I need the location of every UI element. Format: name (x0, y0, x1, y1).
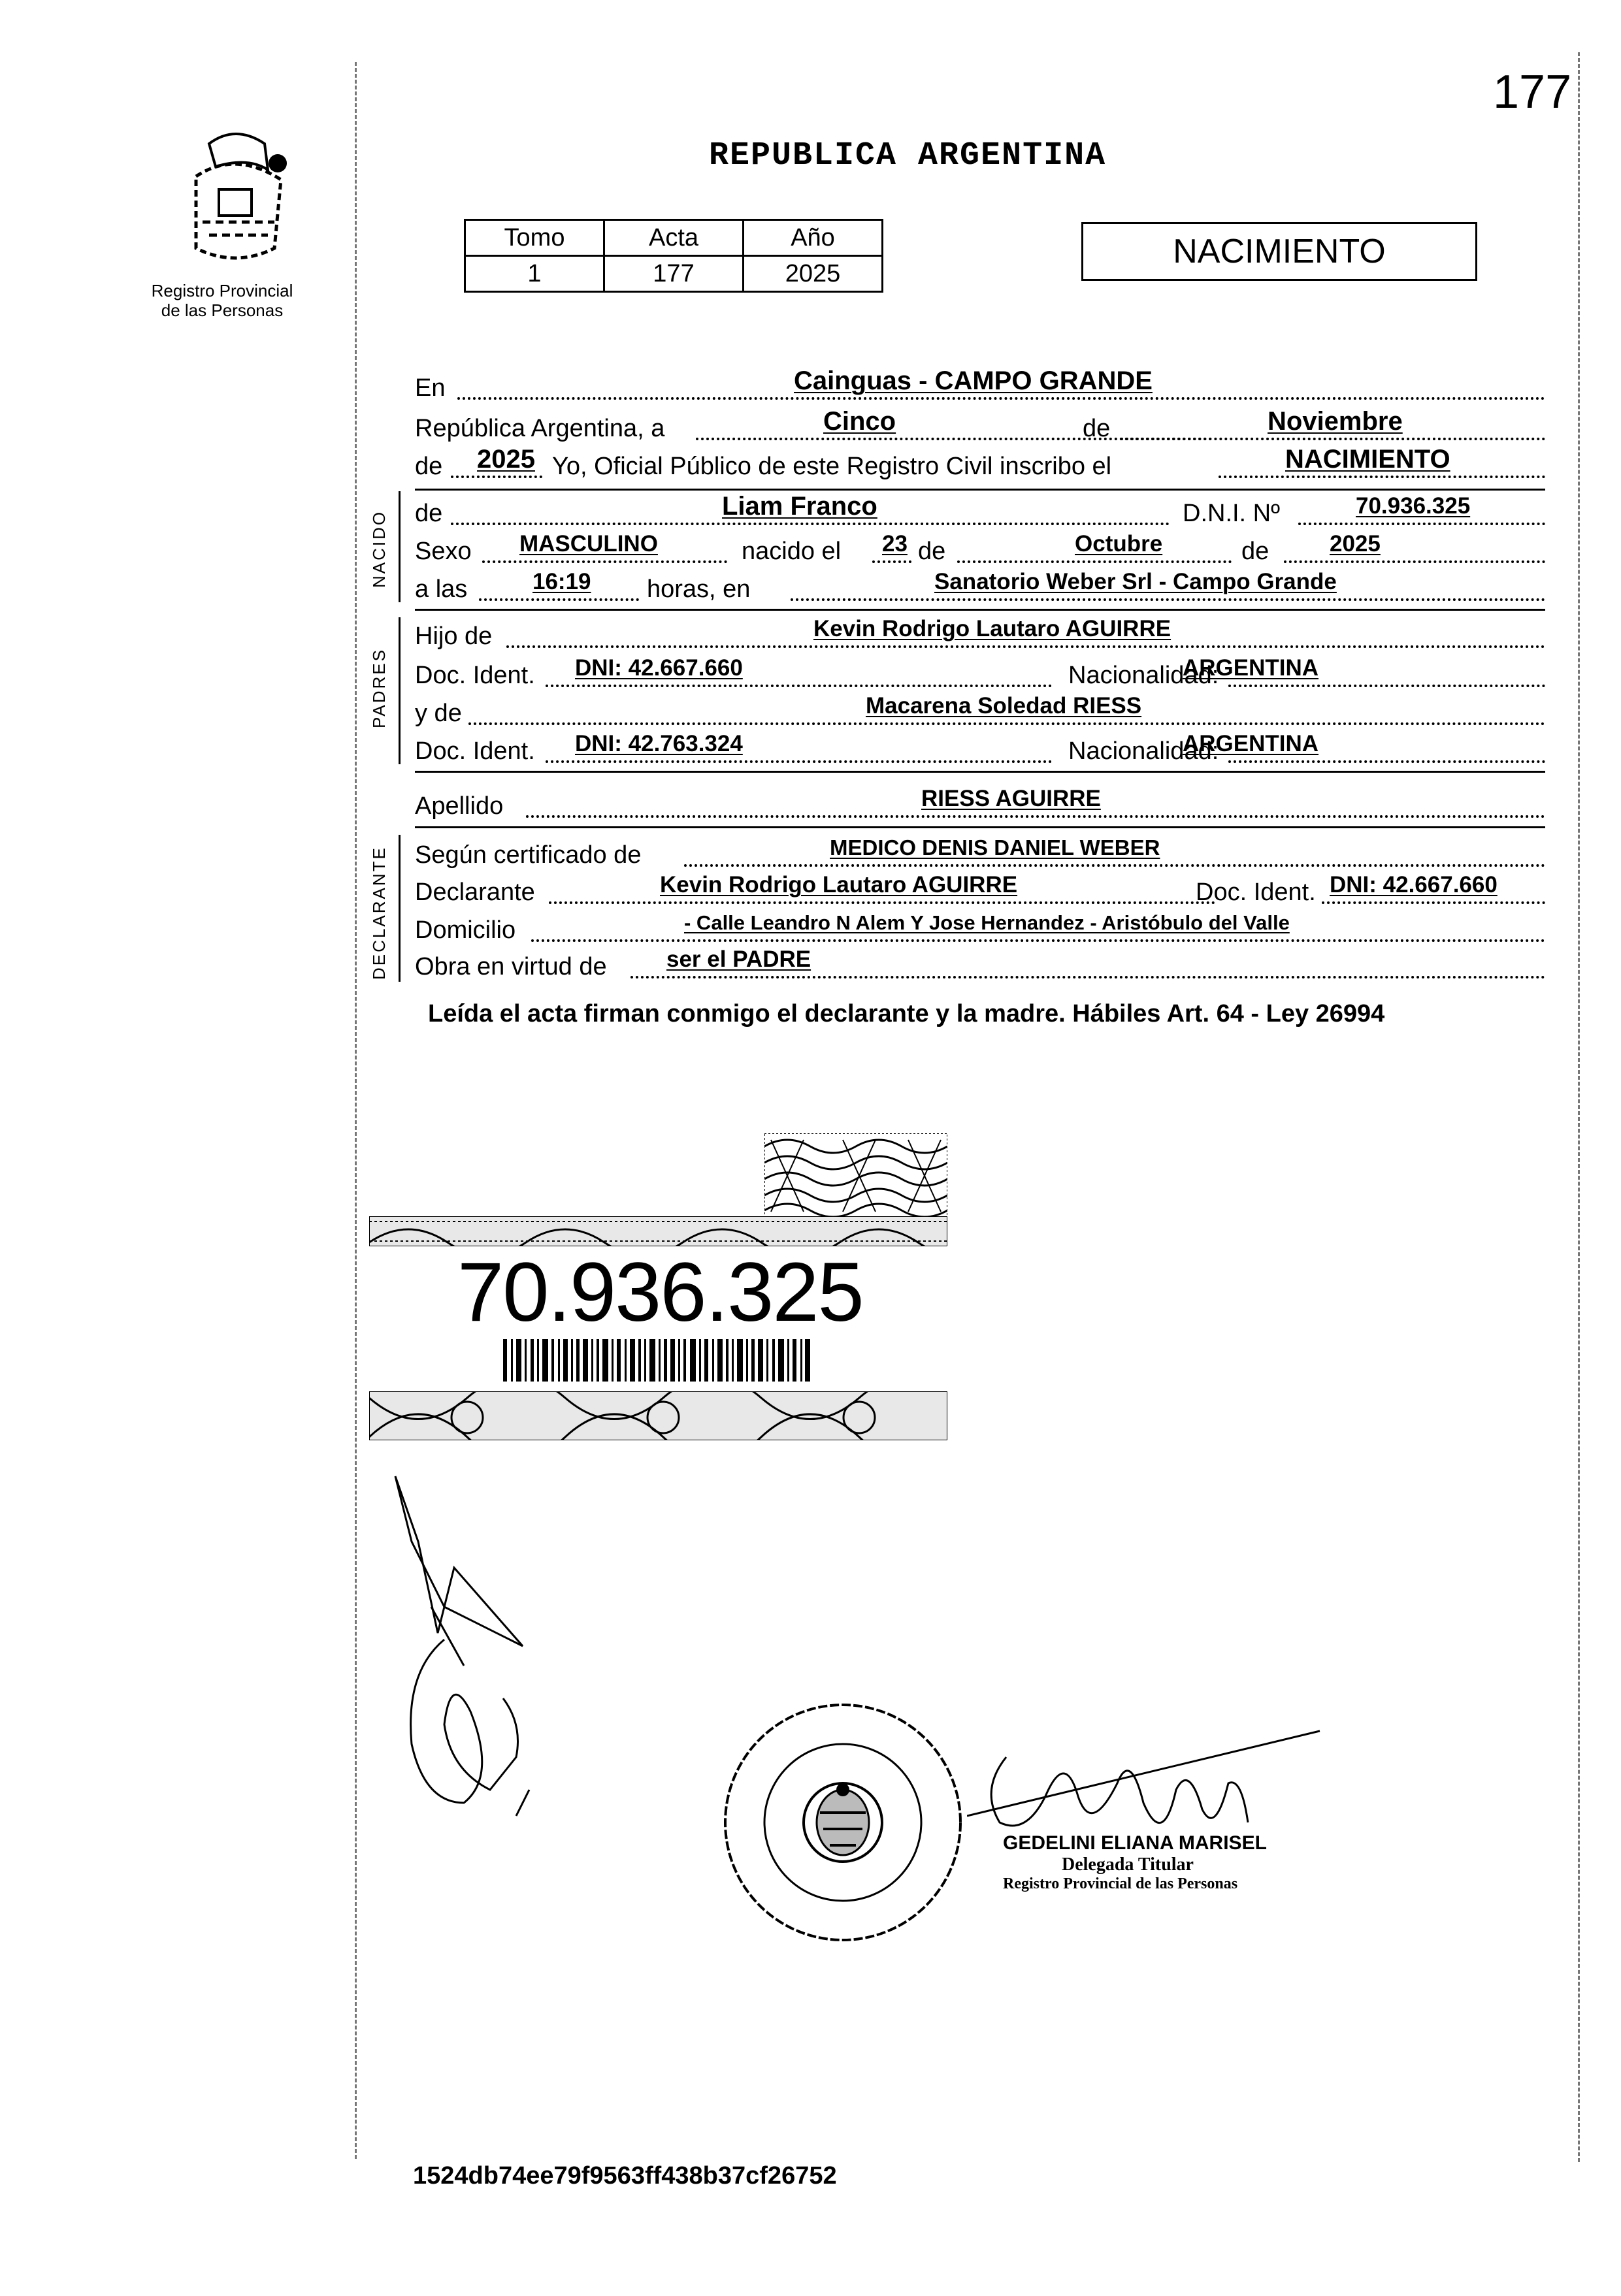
value-father-nat: ARGENTINA (1183, 655, 1319, 681)
value-year: 2025 (477, 445, 535, 474)
label-de: de (1083, 415, 1111, 442)
label-nacido: nacido el (742, 538, 842, 565)
label-de-birth: de (918, 538, 946, 565)
security-guilloche-top (764, 1133, 947, 1218)
label-en: En (415, 374, 446, 402)
label-sexo: Sexo (415, 538, 472, 565)
value-certificado: MEDICO DENIS DANIEL WEBER (830, 835, 1160, 860)
value-birth-day: 23 (882, 531, 908, 557)
row-sexo (415, 531, 1545, 567)
side-label-nacido: NACIDO (369, 509, 389, 588)
value-birth-year: 2025 (1330, 531, 1381, 557)
official-name-stamp (1003, 1832, 1343, 1893)
row-father-doc (415, 655, 1545, 691)
registry-seal-icon (157, 118, 314, 274)
value-day: Cinco (823, 407, 896, 436)
nacido-bar (399, 491, 401, 602)
row-declarante (415, 872, 1545, 908)
rule-3 (415, 771, 1545, 773)
value-declarante: Kevin Rodrigo Lautaro AGUIRRE (660, 872, 1018, 897)
value-birth-month: Octubre (1075, 531, 1163, 557)
row-mother (415, 693, 1545, 729)
row-certificado (415, 835, 1545, 871)
side-label-padres: PADRES (369, 648, 389, 728)
label-doc-father: Doc. Ident. (415, 662, 535, 689)
closing-text: Leída el acta firman conmigo el declarante y la madre. Hábiles Art. 64 - Ley 26994 (428, 1000, 1385, 1027)
row-mother-doc (415, 731, 1545, 767)
row-obra (415, 946, 1545, 982)
value-domicilio: - Calle Leandro N Alem Y Jose Hernandez - Aristóbulo del Valle (684, 911, 1290, 934)
value-tomo: 1 (465, 256, 604, 292)
label-obra: Obra en virtud de (415, 953, 607, 980)
left-margin-line (355, 62, 357, 2159)
label-de-name: de (415, 500, 443, 527)
value-birth-place: Sanatorio Weber Srl - Campo Grande (934, 569, 1337, 594)
label-a-las: a las (415, 575, 468, 603)
side-label-declarante: DECLARANTE (369, 846, 389, 980)
row-domicilio (415, 911, 1545, 946)
value-child-dni: 70.936.325 (1356, 493, 1471, 519)
value-declarante-doc: DNI: 42.667.660 (1330, 872, 1498, 897)
registry-logo (157, 118, 314, 274)
declarante-bar (399, 835, 401, 982)
value-month: Noviembre (1268, 407, 1403, 436)
label-certificado: Según certificado de (415, 841, 642, 869)
label-doc-declarante: Doc. Ident. (1196, 879, 1316, 906)
label-domicilio: Domicilio (415, 916, 516, 944)
rule-4 (415, 826, 1545, 828)
label-nac-mother: Nacionalidad: (1068, 737, 1219, 765)
header-anio: Año (744, 220, 883, 256)
logo-line-1: Registro Provincial (151, 281, 293, 300)
rule-1 (415, 489, 1545, 491)
value-inscribe: NACIMIENTO (1285, 445, 1450, 474)
logo-caption (118, 281, 327, 320)
official-office: Registro Provincial de las Personas (1003, 1875, 1238, 1892)
label-de-year: de (415, 453, 443, 480)
row-oficial (415, 445, 1545, 482)
page-number: 177 (1493, 66, 1572, 118)
label-nac-father: Nacionalidad: (1068, 662, 1219, 689)
record-type-box: NACIMIENTO (1081, 222, 1477, 281)
declarant-signature (392, 1463, 562, 1829)
row-republica (415, 407, 1545, 444)
label-y-de: y de (415, 700, 462, 727)
value-time: 16:19 (532, 569, 591, 594)
barcode-number: 70.936.325 (457, 1246, 863, 1339)
header-tomo: Tomo (465, 220, 604, 256)
label-doc-mother: Doc. Ident. (415, 737, 535, 765)
rule-2 (415, 609, 1545, 611)
value-anio: 2025 (744, 256, 883, 292)
official-title: Delegada Titular (1062, 1854, 1194, 1875)
value-father-doc: DNI: 42.667.660 (575, 655, 743, 681)
record-table-values (465, 256, 883, 292)
padres-bar (399, 617, 401, 764)
right-margin-line (1578, 52, 1580, 2162)
document-hash: 1524db74ee79f9563ff438b37cf26752 (413, 2162, 837, 2190)
row-en (415, 366, 1545, 404)
barcode (503, 1339, 810, 1382)
country-title: REPUBLICA ARGENTINA (709, 137, 1107, 174)
row-name (415, 492, 1545, 529)
value-mother-name: Macarena Soledad RIESS (866, 693, 1142, 719)
text-oficial: Yo, Oficial Público de este Registro Civil inscribo el (552, 453, 1112, 480)
label-de-birth-year: de (1241, 538, 1269, 565)
label-horas: horas, en (647, 575, 751, 603)
label-declarante: Declarante (415, 879, 535, 906)
record-table (464, 219, 883, 293)
row-hora (415, 569, 1545, 605)
value-mother-doc: DNI: 42.763.324 (575, 731, 743, 756)
logo-line-2: de las Personas (161, 300, 284, 320)
value-sexo: MASCULINO (519, 531, 658, 557)
row-father (415, 616, 1545, 652)
value-child-name: Liam Franco (722, 492, 877, 521)
security-band-top (369, 1216, 947, 1246)
label-republica: República Argentina, a (415, 415, 665, 442)
value-place-municipality: Cainguas - CAMPO GRANDE (794, 366, 1153, 395)
value-obra: ser el PADRE (666, 946, 811, 972)
security-band-bottom (369, 1391, 947, 1440)
record-table-header (465, 220, 883, 256)
value-father-name: Kevin Rodrigo Lautaro AGUIRRE (813, 616, 1171, 641)
value-acta: 177 (604, 256, 744, 292)
header-acta: Acta (604, 220, 744, 256)
value-apellido: RIESS AGUIRRE (921, 786, 1101, 811)
label-dni: D.N.I. Nº (1183, 500, 1280, 527)
official-name: GEDELINI ELIANA MARISEL (1003, 1832, 1267, 1854)
value-mother-nat: ARGENTINA (1183, 731, 1319, 756)
label-hijo: Hijo de (415, 623, 493, 650)
label-apellido: Apellido (415, 792, 504, 820)
official-stamp (719, 1698, 967, 1947)
row-apellido (415, 786, 1545, 822)
